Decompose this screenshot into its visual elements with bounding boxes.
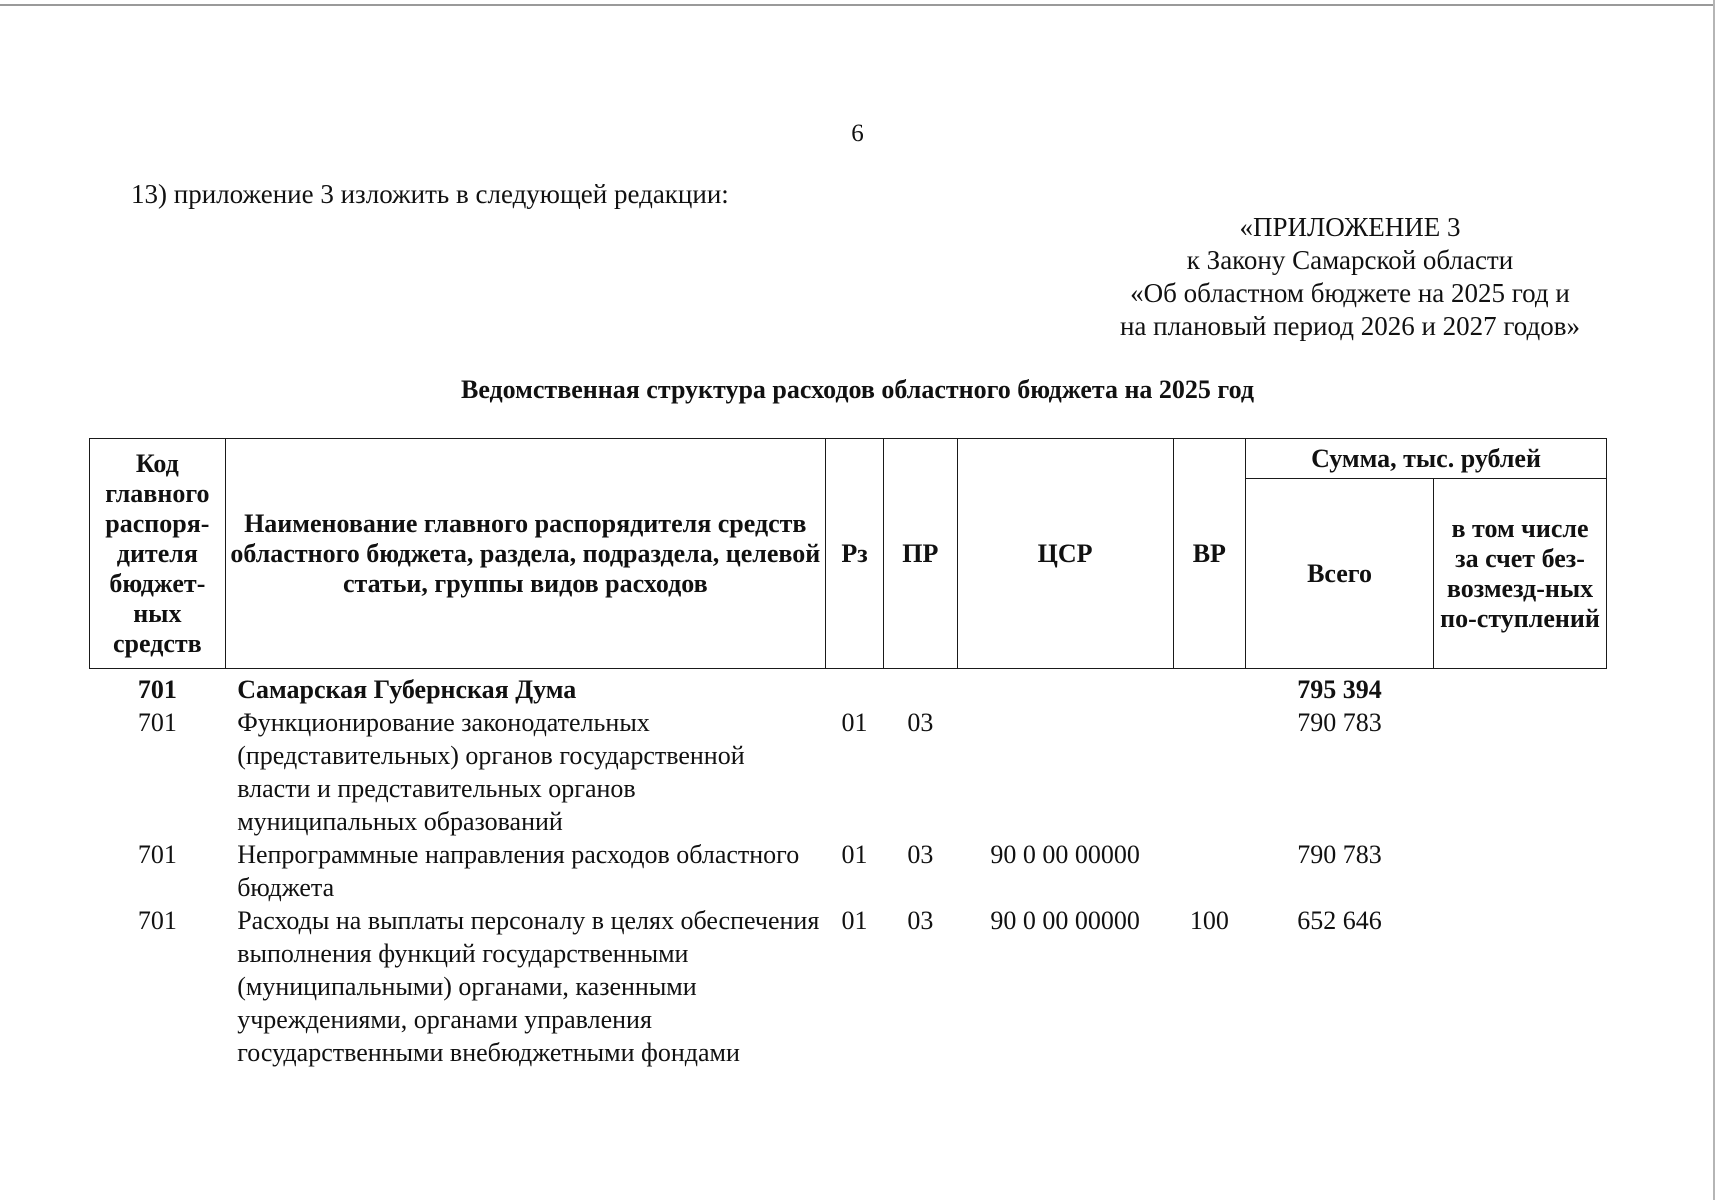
cell-pr: 03 [907,840,934,869]
cell-total: 790 783 [1297,840,1382,869]
appendix-line-3: «Об областном бюджете на 2025 год и [1130,278,1570,308]
cell-vr [1173,838,1245,904]
cell-vr [1173,706,1245,838]
cell-csr [957,669,1173,707]
cell-pr [884,669,957,707]
cell-name: Самарская Губернская Дума [237,675,577,704]
budget-structure-table [89,438,1607,1069]
header-sum: Сумма, тыс. рублей [1246,439,1607,479]
cell-grants [1434,904,1607,1069]
table-row [90,669,1607,707]
table-row [90,706,1607,838]
cell-csr: 90 0 00 00000 [990,840,1140,869]
cell-name: Функционирование законодательных (представительных) органов государственной власти и представительных органов муниципальных образований [237,708,745,836]
document-title: Ведомственная структура расходов областного бюджета на 2025 год [460,375,1254,404]
cell-pr: 03 [907,906,934,935]
header-vr: ВР [1173,439,1245,669]
table-row [90,838,1607,904]
cell-grants [1434,669,1607,707]
cell-code: 701 [137,906,177,935]
cell-vr [1173,669,1245,707]
appendix-line-1: «ПРИЛОЖЕНИЕ 3 [1239,212,1461,242]
header-csr: ЦСР [957,439,1173,669]
table-body [90,669,1607,1070]
cell-csr: 90 0 00 00000 [990,906,1140,935]
cell-rz [825,669,883,707]
cell-total: 795 394 [1297,675,1382,704]
cell-name: Непрограммные направления расходов областного бюджета [237,840,800,902]
cell-rz: 01 [841,708,868,737]
cell-grants [1434,838,1607,904]
cell-pr: 03 [907,708,934,737]
appendix-line-2: к Закону Самарской области [1186,245,1514,275]
header-grants: в том числе за счет без-возмезд-ных по-ступлений [1434,479,1607,669]
table-row [90,904,1607,1069]
page-top-edge [0,4,1715,6]
cell-total: 652 646 [1297,906,1382,935]
header-rz: Рз [825,439,883,669]
cell-code: 701 [137,708,177,737]
amendment-instruction: 13) приложение 3 изложить в следующей редакции: [131,179,729,209]
appendix-line-4: на плановый период 2026 и 2027 годов» [1119,311,1581,341]
cell-rz: 01 [841,840,868,869]
page-number: 6 [851,120,864,147]
header-pr: ПР [884,439,957,669]
cell-code: 701 [137,840,177,869]
cell-vr: 100 [1189,906,1229,935]
cell-csr [957,706,1173,838]
cell-grants [1434,706,1607,838]
header-code: Код главного распоря-дителя бюджет-ных средств [90,439,226,669]
cell-rz: 01 [841,906,868,935]
table-header [90,439,1607,669]
header-name: Наименование главного распорядителя средств областного бюджета, раздела, подраздела, целевой статьи, группы видов расходов [225,439,825,669]
cell-name: Расходы на выплаты персоналу в целях обеспечения выполнения функций государственными (муниципальными) органами, казенными учреждениями, органами управления государственными внебюджетными фондами [237,906,820,1067]
cell-code: 701 [137,675,177,704]
header-total: Всего [1246,479,1434,669]
cell-total: 790 783 [1297,708,1382,737]
appendix-header [1090,211,1610,343]
